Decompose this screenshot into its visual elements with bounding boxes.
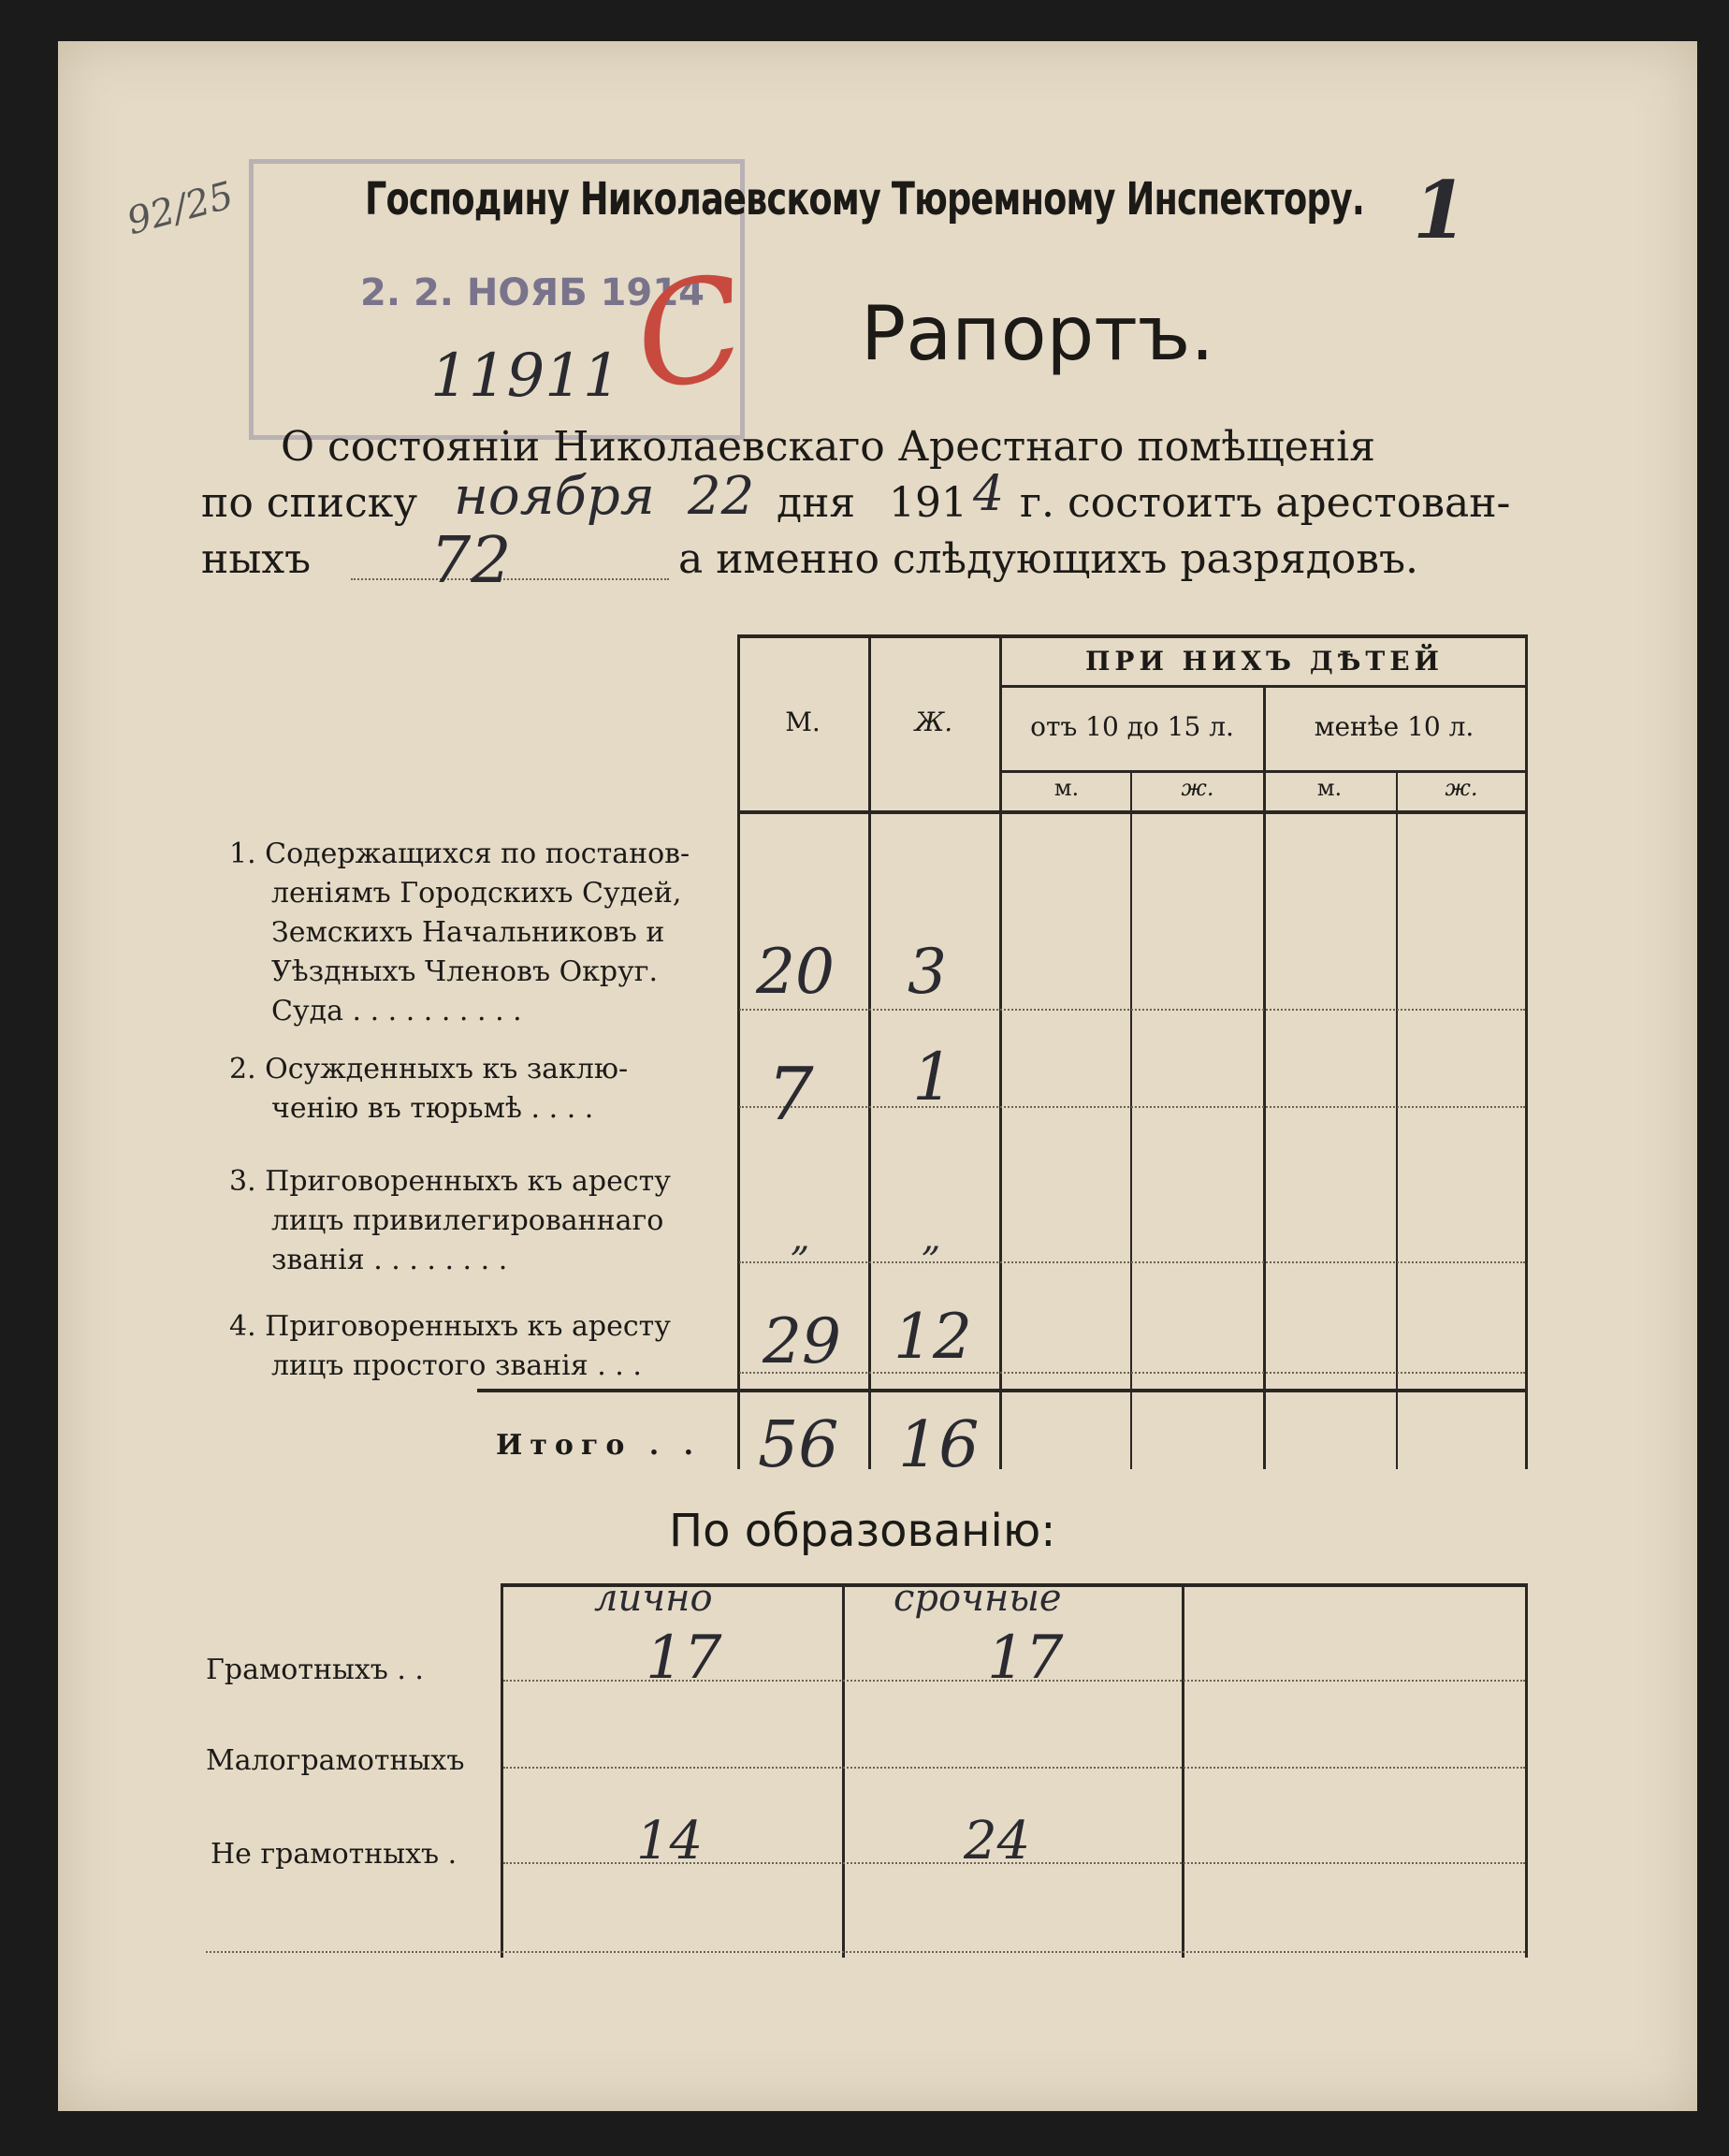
col-divider-4	[1263, 685, 1266, 1469]
edu-col-divider-1	[842, 1583, 845, 1958]
intro-line-1: О состоянiи Николаевскаго Арестнаго помѣщенiя	[281, 423, 1375, 471]
col-divider-1	[868, 634, 871, 1469]
edu-row-3-label: Не грамотныхъ .	[211, 1838, 458, 1871]
col-divider-2	[999, 634, 1002, 1469]
edu-row-3-value-2: 24	[964, 1811, 1031, 1872]
sub-zh-2: ж.	[1445, 775, 1478, 801]
table-left-border	[737, 634, 740, 1469]
row-3-label-line-3: званія . . . . . . . .	[271, 1244, 508, 1276]
row-4-female-value: 12	[894, 1301, 972, 1373]
stamp-date: 2. 2. НОЯБ 1914	[360, 271, 705, 314]
row-2-dotted-line	[739, 1106, 1525, 1108]
total-line	[477, 1389, 1528, 1392]
row-3-label-line-2: лицъ привилегированнаго	[271, 1204, 664, 1237]
sub-zh-1: ж.	[1181, 775, 1214, 801]
row-2-female-value: 1	[912, 1039, 954, 1115]
row-3-male-value: „	[791, 1216, 810, 1260]
page-number: 1	[1413, 164, 1468, 256]
edu-right-border	[1525, 1583, 1528, 1958]
row-1-male-value: 20	[756, 936, 835, 1008]
row-1-label-line-1: 1. Содержащихся по постанов-	[229, 838, 690, 870]
intro-line-3a: ныхъ	[201, 535, 312, 583]
row-3-female-value: „	[922, 1216, 941, 1260]
intro-line-2c: г. состоитъ арестован-	[1020, 479, 1511, 527]
row-1-dotted-line	[739, 1009, 1525, 1011]
table-top-line	[737, 634, 1528, 638]
addressee-line: Господину Николаевскому Тюремному Инспектору.	[365, 173, 1364, 226]
education-title: По образованію:	[669, 1505, 1056, 1557]
row-4-label-line-2: лицъ простого званія . . .	[271, 1349, 642, 1382]
intro-line-2b: дня	[777, 479, 856, 527]
day-field: 22	[688, 466, 755, 527]
row-1-label-line-3: Земскихъ Начальниковъ и	[271, 916, 665, 949]
margin-note: 92/25	[123, 173, 239, 244]
header-male: М.	[785, 707, 821, 737]
row-2-label-line-2: ченію въ тюрьмѣ . . . .	[271, 1092, 594, 1125]
edu-col-2-heading: срочные	[894, 1577, 1062, 1620]
row-3-label-line-1: 3. Приговоренныхъ къ аресту	[229, 1165, 671, 1198]
sub-m-2: м.	[1316, 775, 1343, 801]
edu-col-1-heading: лично	[594, 1577, 713, 1620]
row-1-label-line-5: Суда . . . . . . . . . .	[271, 995, 522, 1027]
header-female: Ж.	[914, 707, 953, 737]
sub-m-1: м.	[1053, 775, 1080, 801]
age-group-under-10: менѣе 10 л.	[1314, 711, 1475, 742]
total-female-value: 16	[898, 1408, 980, 1482]
year-printed: 191	[889, 479, 967, 527]
edu-row-3-value-1: 14	[636, 1811, 704, 1872]
age-group-10-15: отъ 10 до 15 л.	[1030, 711, 1234, 742]
row-2-male-value: 7	[767, 1053, 814, 1137]
row-2-label-line-1: 2. Осужденныхъ къ заклю-	[229, 1053, 629, 1085]
edu-row-2-label: Малограмотныхъ	[206, 1744, 465, 1777]
edu-row-1-label: Грамотныхъ . .	[206, 1653, 424, 1686]
intro-line-3b: а именно слѣдующихъ разрядовъ.	[678, 535, 1419, 583]
registration-number: 11911	[430, 342, 621, 411]
row-3-dotted-line	[739, 1261, 1525, 1263]
edu-row-1-value-1: 17	[646, 1624, 722, 1693]
col-divider-3	[1130, 770, 1132, 1469]
children-header: ПРИ НИХЪ ДѢТЕЙ	[1084, 646, 1445, 677]
edu-row-2-dotted-line	[503, 1767, 1525, 1769]
total-label: Итого . .	[496, 1429, 702, 1462]
edu-col-divider-2	[1182, 1583, 1184, 1958]
row-4-label-line-1: 4. Приговоренныхъ къ аресту	[229, 1310, 671, 1343]
report-title: Рапортъ.	[861, 290, 1214, 377]
arrested-count: 72	[430, 524, 512, 598]
red-pencil-mark: С	[622, 244, 758, 424]
row-4-male-value: 29	[763, 1305, 841, 1377]
month-field: ноября	[454, 466, 655, 527]
row-1-label-line-2: леніямъ Городскихъ Судей,	[271, 877, 682, 910]
year-field: 4	[973, 466, 1005, 522]
header-bottom-line	[737, 810, 1528, 814]
table-right-border	[1525, 634, 1528, 1469]
total-male-value: 56	[758, 1408, 839, 1482]
row-1-female-value: 3	[908, 936, 947, 1008]
row-4-dotted-line	[739, 1372, 1525, 1374]
edu-row-1-value-2: 17	[987, 1624, 1064, 1693]
intro-line-2a: по списку	[201, 479, 418, 527]
edu-row-4-dotted-line	[206, 1951, 1525, 1953]
row-1-label-line-4: Уѣздныхъ Членовъ Округ.	[271, 955, 659, 988]
col-divider-5	[1396, 770, 1398, 1469]
edu-left-border	[501, 1583, 503, 1958]
